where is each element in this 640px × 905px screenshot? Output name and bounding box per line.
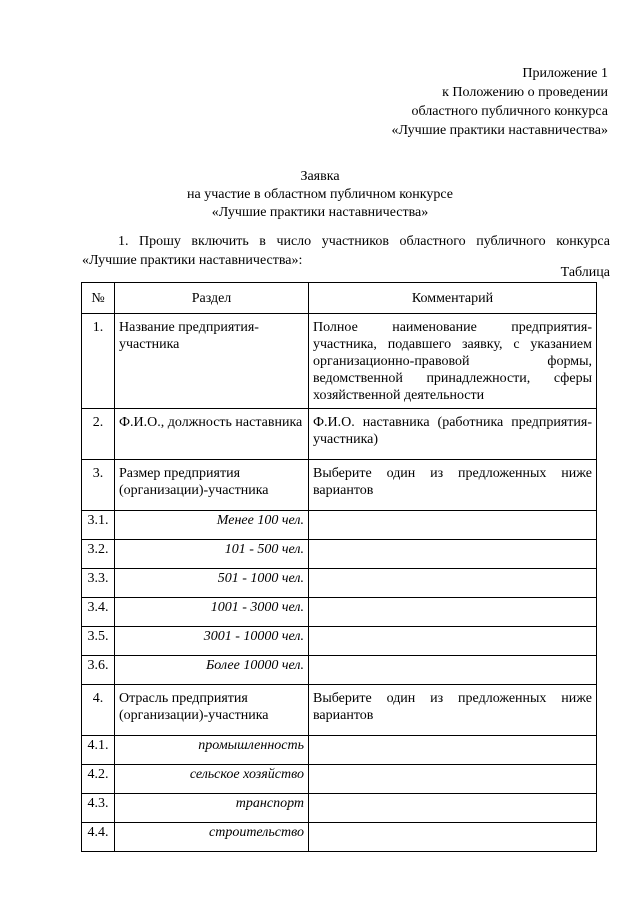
option-label: Менее 100 чел. bbox=[115, 511, 309, 540]
option-row bbox=[82, 794, 597, 823]
option-row bbox=[82, 511, 597, 540]
option-answer-cell[interactable] bbox=[309, 765, 597, 794]
header-section: Раздел bbox=[115, 283, 309, 314]
row-number: 3.1. bbox=[82, 511, 115, 540]
row-section: Ф.И.О., должность наставника bbox=[115, 409, 309, 460]
row-comment: Выберите один из предложенных ниже вариантов bbox=[309, 460, 597, 511]
table-header-row bbox=[82, 283, 597, 314]
appendix-line-2: к Положению о проведении bbox=[442, 85, 608, 100]
option-label: 501 - 1000 чел. bbox=[115, 569, 309, 598]
header-number: № bbox=[82, 283, 115, 314]
table-row bbox=[82, 314, 597, 409]
option-row bbox=[82, 823, 597, 852]
row-section: Размер предприятия (организации)-участника bbox=[115, 460, 309, 511]
option-row bbox=[82, 598, 597, 627]
option-answer-cell[interactable] bbox=[309, 511, 597, 540]
appendix-note bbox=[392, 64, 609, 140]
option-label: сельское хозяйство bbox=[115, 765, 309, 794]
appendix-line-1: Приложение 1 bbox=[522, 66, 608, 81]
option-row bbox=[82, 569, 597, 598]
row-comment: Ф.И.О. наставника (работника предприятия-участника) bbox=[309, 409, 597, 460]
document-heading bbox=[0, 168, 640, 222]
document-title: Заявка bbox=[300, 169, 340, 184]
option-answer-cell[interactable] bbox=[309, 627, 597, 656]
row-number: 3.2. bbox=[82, 540, 115, 569]
option-label: промышленность bbox=[115, 736, 309, 765]
row-number: 3.5. bbox=[82, 627, 115, 656]
option-label: 3001 - 10000 чел. bbox=[115, 627, 309, 656]
table-caption: Таблица bbox=[560, 265, 610, 280]
option-label: 1001 - 3000 чел. bbox=[115, 598, 309, 627]
table-row bbox=[82, 460, 597, 511]
row-number: 4. bbox=[82, 685, 115, 736]
option-row bbox=[82, 736, 597, 765]
option-answer-cell[interactable] bbox=[309, 823, 597, 852]
option-row bbox=[82, 627, 597, 656]
row-number: 4.3. bbox=[82, 794, 115, 823]
option-row bbox=[82, 765, 597, 794]
option-label: строительство bbox=[115, 823, 309, 852]
row-comment: Полное наименование предприятия-участника, подавшего заявку, с указанием организационно-правовой формы, ведомственной принадлежности, сферы хозяйственной деятельности bbox=[309, 314, 597, 409]
option-answer-cell[interactable] bbox=[309, 540, 597, 569]
option-answer-cell[interactable] bbox=[309, 794, 597, 823]
document-subtitle-line-1: на участие в областном публичном конкурсе bbox=[187, 187, 453, 202]
table-row bbox=[82, 409, 597, 460]
option-answer-cell[interactable] bbox=[309, 598, 597, 627]
row-number: 4.1. bbox=[82, 736, 115, 765]
document-subtitle-line-2: «Лучшие практики наставничества» bbox=[211, 205, 429, 220]
table-row bbox=[82, 685, 597, 736]
option-answer-cell[interactable] bbox=[309, 569, 597, 598]
option-label: 101 - 500 чел. bbox=[115, 540, 309, 569]
row-number: 3.6. bbox=[82, 656, 115, 685]
row-number: 4.4. bbox=[82, 823, 115, 852]
row-section: Отрасль предприятия (организации)-участника bbox=[115, 685, 309, 736]
option-answer-cell[interactable] bbox=[309, 656, 597, 685]
request-paragraph: 1. Прошу включить в число участников областного публичного конкурса «Лучшие практики наставничества»: bbox=[82, 234, 610, 268]
row-number: 3. bbox=[82, 460, 115, 511]
option-label: Более 10000 чел. bbox=[115, 656, 309, 685]
header-comment: Комментарий bbox=[309, 283, 597, 314]
row-number: 3.3. bbox=[82, 569, 115, 598]
row-number: 3.4. bbox=[82, 598, 115, 627]
option-row bbox=[82, 656, 597, 685]
appendix-line-3: областного публичного конкурса bbox=[411, 104, 608, 119]
row-number: 2. bbox=[82, 409, 115, 460]
row-section: Название предприятия-участника bbox=[115, 314, 309, 409]
option-row bbox=[82, 540, 597, 569]
application-table bbox=[81, 282, 597, 852]
option-answer-cell[interactable] bbox=[309, 736, 597, 765]
row-number: 4.2. bbox=[82, 765, 115, 794]
row-comment: Выберите один из предложенных ниже вариантов bbox=[309, 685, 597, 736]
option-label: транспорт bbox=[115, 794, 309, 823]
row-number: 1. bbox=[82, 314, 115, 409]
appendix-line-4: «Лучшие практики наставничества» bbox=[391, 123, 608, 138]
